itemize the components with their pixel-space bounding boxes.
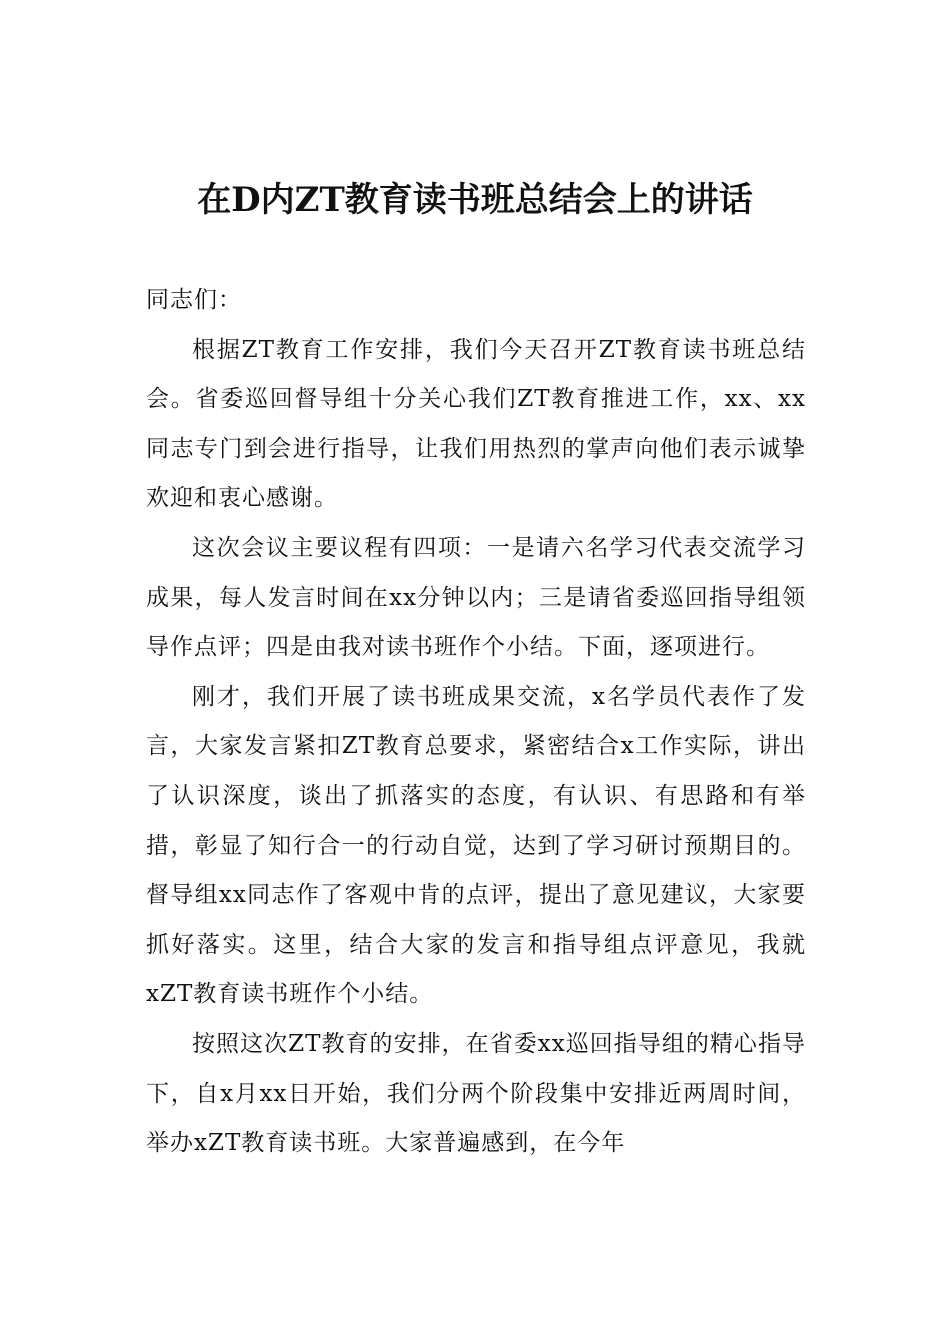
salutation: 同志们：: [146, 287, 242, 313]
paragraph-4: 按照这次ZT教育的安排，在省委xx巡回指导组的精心指导下，自x月xx日开始，我们分两个阶段集中安排近两周时间，举办xZT教育读书班。大家普遍感到，在今年: [146, 1030, 806, 1157]
document-title: 在D内ZT教育读书班总结会上的讲话: [197, 180, 753, 220]
document-body: [146, 276, 806, 1169]
paragraph-3: 刚才，我们开展了读书班成果交流，x名学员代表作了发言，大家发言紧扣ZT教育总要求，紧密结合x工作实际，讲出了认识深度，谈出了抓落实的态度，有认识、有思路和有举措，彰显了知行合一的行动自觉，达到了学习研讨预期目的。督导组xx同志作了客观中肯的点评，提出了意见建议，大家要抓好落实。这里，结合大家的发言和指导组点评意见，我就xZT教育读书班作个小结。: [146, 683, 806, 1008]
paragraph-2: 这次会议主要议程有四项：一是请六名学习代表交流学习成果，每人发言时间在xx分钟以内；三是请省委巡回指导组领导作点评；四是由我对读书班作个小结。下面，逐项进行。: [146, 534, 806, 661]
paragraph-1: 根据ZT教育工作安排，我们今天召开ZT教育读书班总结会。省委巡回督导组十分关心我们ZT教育推进工作，xx、xx同志专门到会进行指导，让我们用热烈的掌声向他们表示诚挚欢迎和衷心感谢。: [146, 336, 806, 512]
